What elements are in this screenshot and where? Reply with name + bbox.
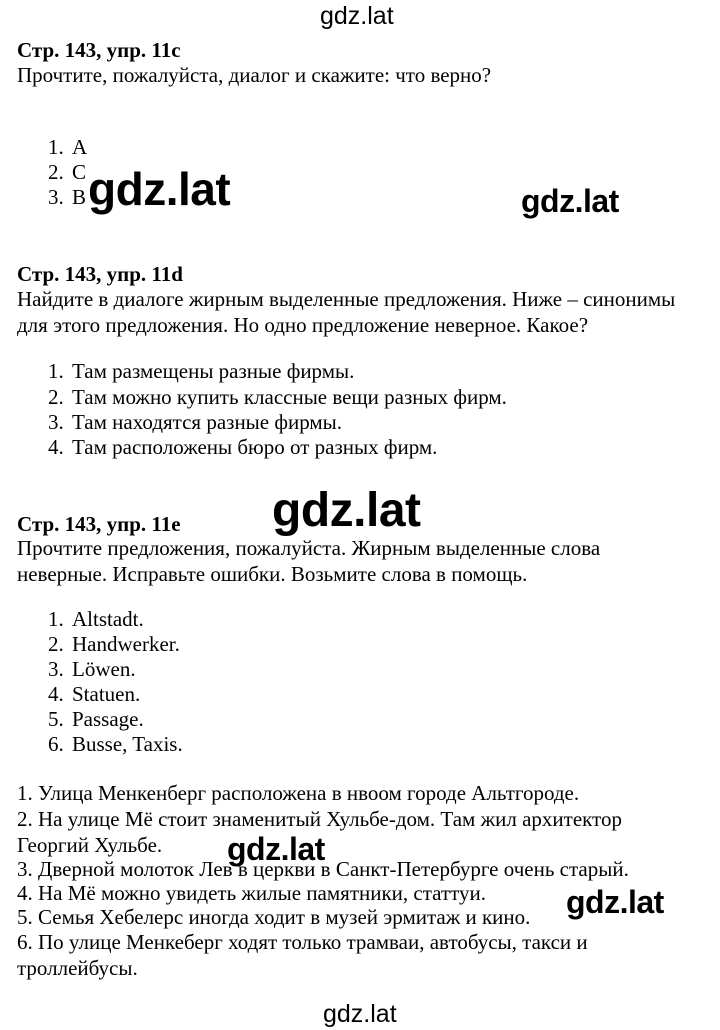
watermark-medium: gdz.lat xyxy=(521,183,619,219)
sentence-line: 1. Улица Менкенберг расположена в нвоом городе Альтгороде. xyxy=(17,781,580,805)
watermark-large: gdz.lat xyxy=(272,484,421,537)
list-item-number: 1. xyxy=(48,135,64,159)
list-item xyxy=(48,160,86,184)
list-item-number: 3. xyxy=(48,410,64,434)
sentence-line: 4. На Мё можно увидеть жилые памятники, статтуи. xyxy=(17,881,487,905)
list-item xyxy=(48,135,87,159)
list-item-number: 1. xyxy=(48,607,64,631)
watermark-large: gdz.lat xyxy=(88,163,231,215)
sentence-line: 5. Семья Хебелерс иногда ходит в музей эрмитаж и кино. xyxy=(17,905,531,929)
list-item-number: 4. xyxy=(48,435,64,459)
list-item-number: 2. xyxy=(48,385,64,409)
section-d-prompt-line: для этого предложения. Но одно предложение неверное. Какое? xyxy=(17,313,589,337)
section-e-prompt-line: Прочтите предложения, пожалуйста. Жирным выделенные слова xyxy=(17,536,601,560)
list-item-text: Passage. xyxy=(72,707,144,731)
list-item-number: 1. xyxy=(48,359,64,383)
section-d-prompt-line: Найдите в диалоге жирным выделенные предложения. Ниже – синонимы xyxy=(17,287,676,311)
list-item-number: 3. xyxy=(48,185,64,209)
list-item-text: Altstadt. xyxy=(72,607,144,631)
list-item xyxy=(48,185,86,209)
section-c-heading: Стр. 143, упр. 11c xyxy=(17,38,181,62)
list-item-text: Там размещены разные фирмы. xyxy=(72,359,355,383)
list-item-number: 6. xyxy=(48,732,64,756)
section-c-prompt: Прочтите, пожалуйста, диалог и скажите: что верно? xyxy=(17,63,492,87)
sentence-line: 2. На улице Мё стоит знаменитый Хульбе-дом. Там жил архитектор xyxy=(17,807,622,831)
list-item xyxy=(48,657,136,681)
sentence-line: 3. Дверной молоток Лев в церкви в Санкт-Петербурге очень старый. xyxy=(17,857,629,881)
list-item-text: Löwen. xyxy=(72,657,136,681)
list-item xyxy=(48,607,144,631)
watermark-top: gdz.lat xyxy=(320,2,394,30)
list-item xyxy=(48,359,354,383)
sentence-line: троллейбусы. xyxy=(17,956,138,980)
list-item xyxy=(48,632,180,656)
list-item xyxy=(48,410,342,434)
list-item-text: Там расположены бюро от разных фирм. xyxy=(72,435,438,459)
sentence-line: Георгий Хульбе. xyxy=(17,833,163,857)
list-item-text: Там можно купить классные вещи разных фирм. xyxy=(72,385,507,409)
list-item-number: 5. xyxy=(48,707,64,731)
sentence-line: 6. По улице Менкеберг ходят только трамваи, автобусы, такси и xyxy=(17,930,588,954)
watermark-medium: gdz.lat xyxy=(566,884,664,920)
list-item-number: 2. xyxy=(48,632,64,656)
list-item xyxy=(48,707,144,731)
section-e-prompt-line: неверные. Исправьте ошибки. Возьмите слова в помощь. xyxy=(17,562,528,586)
section-d-heading: Стр. 143, упр. 11d xyxy=(17,262,183,286)
list-item-text: B xyxy=(72,185,87,209)
list-item-text: A xyxy=(72,135,88,159)
list-item xyxy=(48,732,183,756)
section-e-heading: Стр. 143, упр. 11e xyxy=(17,512,181,536)
list-item-text: Handwerker. xyxy=(72,632,180,656)
list-item-number: 2. xyxy=(48,160,64,184)
list-item-text: Там находятся разные фирмы. xyxy=(72,410,343,434)
watermark-bottom: gdz.lat xyxy=(323,1000,397,1028)
watermark-medium: gdz.lat xyxy=(227,831,325,867)
list-item xyxy=(48,385,507,409)
list-item-number: 3. xyxy=(48,657,64,681)
list-item-text: C xyxy=(72,160,87,184)
list-item xyxy=(48,435,437,459)
list-item xyxy=(48,682,140,706)
list-item-number: 4. xyxy=(48,682,64,706)
list-item-text: Statuen. xyxy=(72,682,141,706)
list-item-text: Busse, Taxis. xyxy=(72,732,183,756)
